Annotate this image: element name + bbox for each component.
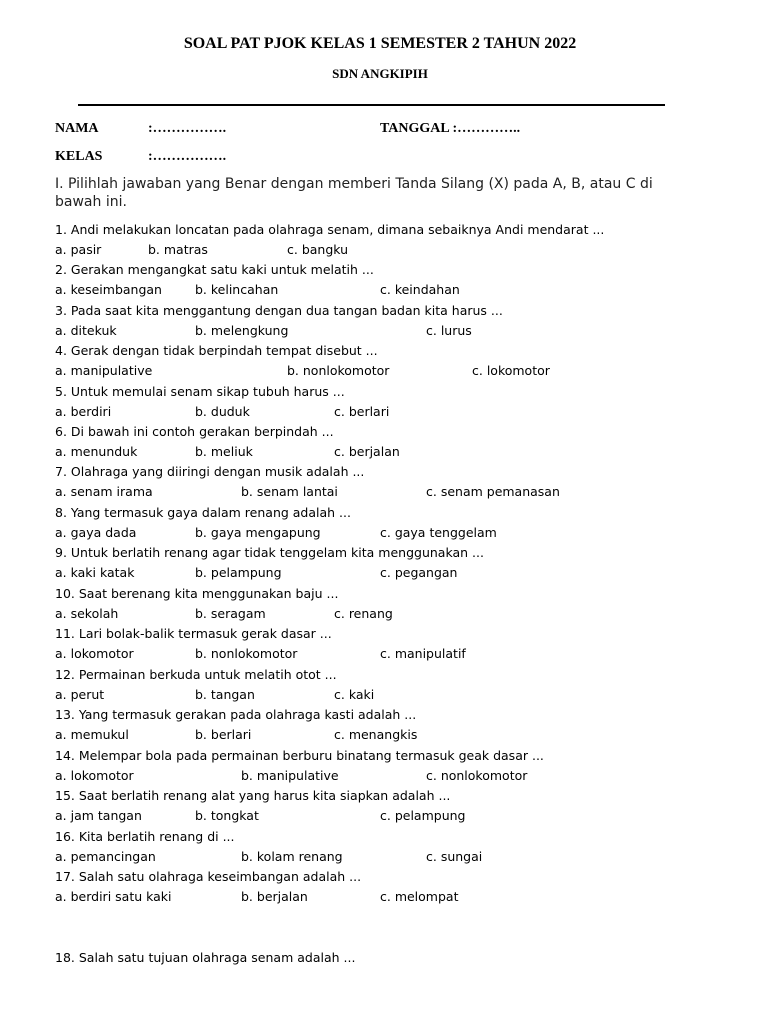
- question-5: 5. Untuk memulai senam sikap tubuh harus ...: [55, 384, 345, 399]
- question-10-option-a[interactable]: a. sekolah: [55, 606, 119, 621]
- question-8: 8. Yang termasuk gaya dalam renang adalah ...: [55, 505, 351, 520]
- question-1: 1. Andi melakukan loncatan pada olahraga senam, dimana sebaiknya Andi mendarat ...: [55, 222, 605, 237]
- question-17-option-b[interactable]: b. berjalan: [241, 889, 308, 904]
- question-2-option-a[interactable]: a. keseimbangan: [55, 282, 162, 297]
- question-15-option-a[interactable]: a. jam tangan: [55, 808, 142, 823]
- question-17-option-c[interactable]: c. melompat: [380, 889, 459, 904]
- question-14-option-c[interactable]: c. nonlokomotor: [426, 768, 528, 783]
- question-10-option-b[interactable]: b. seragam: [195, 606, 266, 621]
- instruction-text: I. Pilihlah jawaban yang Benar dengan memberi Tanda Silang (X) pada A, B, atau C di bawah ini.: [55, 176, 653, 210]
- question-6: 6. Di bawah ini contoh gerakan berpindah ...: [55, 424, 334, 439]
- question-6-option-c[interactable]: c. berjalan: [334, 444, 400, 459]
- question-5-option-c[interactable]: c. berlari: [334, 404, 390, 419]
- question-4-option-b[interactable]: b. nonlokomotor: [287, 363, 390, 378]
- question-7: 7. Olahraga yang diiringi dengan musik adalah ...: [55, 464, 365, 479]
- question-9-option-a[interactable]: a. kaki katak: [55, 565, 135, 580]
- question-14: 14. Melempar bola pada permainan berburu binatang termasuk geak dasar ...: [55, 748, 544, 763]
- question-14-option-a[interactable]: a. lokomotor: [55, 768, 134, 783]
- question-12: 12. Permainan berkuda untuk melatih otot ...: [55, 667, 337, 682]
- question-6-option-b[interactable]: b. meliuk: [195, 444, 253, 459]
- kelas-field[interactable]: :…………….: [148, 149, 227, 164]
- question-3-option-b[interactable]: b. melengkung: [195, 323, 289, 338]
- question-8-option-c[interactable]: c. gaya tenggelam: [380, 525, 497, 540]
- question-4-option-a[interactable]: a. manipulative: [55, 363, 153, 378]
- question-4: 4. Gerak dengan tidak berpindah tempat disebut ...: [55, 343, 378, 358]
- question-16-option-a[interactable]: a. pemancingan: [55, 849, 156, 864]
- question-12-option-c[interactable]: c. kaki: [334, 687, 375, 702]
- question-3-option-c[interactable]: c. lurus: [426, 323, 472, 338]
- question-14-option-b[interactable]: b. manipulative: [241, 768, 339, 783]
- question-15: 15. Saat berlatih renang alat yang harus kita siapkan adalah ...: [55, 788, 451, 803]
- question-13-option-a[interactable]: a. memukul: [55, 727, 129, 742]
- kelas-label: KELAS: [55, 149, 103, 164]
- question-7-option-b[interactable]: b. senam lantai: [241, 484, 338, 499]
- question-10-option-c[interactable]: c. renang: [334, 606, 393, 621]
- exam-title: SOAL PAT PJOK KELAS 1 SEMESTER 2 TAHUN 2022: [183, 35, 577, 52]
- question-1-option-a[interactable]: a. pasir: [55, 242, 102, 257]
- question-13: 13. Yang termasuk gerakan pada olahraga kasti adalah ...: [55, 707, 417, 722]
- question-15-option-c[interactable]: c. pelampung: [380, 808, 466, 823]
- question-17: 17. Salah satu olahraga keseimbangan adalah ...: [55, 869, 362, 884]
- question-16-option-b[interactable]: b. kolam renang: [241, 849, 343, 864]
- question-11-option-a[interactable]: a. lokomotor: [55, 646, 134, 661]
- tanggal-field[interactable]: TANGGAL :…………..: [380, 121, 521, 136]
- nama-field[interactable]: :…………….: [148, 121, 227, 136]
- question-13-option-c[interactable]: c. menangkis: [334, 727, 418, 742]
- school-name: SDN ANGKIPIH: [332, 66, 428, 81]
- question-11-option-b[interactable]: b. nonlokomotor: [195, 646, 298, 661]
- question-5-option-a[interactable]: a. berdiri: [55, 404, 112, 419]
- nama-label: NAMA: [55, 121, 99, 136]
- question-3-option-a[interactable]: a. ditekuk: [55, 323, 117, 338]
- question-1-option-b[interactable]: b. matras: [148, 242, 208, 257]
- question-3: 3. Pada saat kita menggantung dengan dua tangan badan kita harus ...: [55, 303, 503, 318]
- question-16-option-c[interactable]: c. sungai: [426, 849, 483, 864]
- question-12-option-b[interactable]: b. tangan: [195, 687, 255, 702]
- question-11-option-c[interactable]: c. manipulatif: [380, 646, 466, 661]
- question-7-option-c[interactable]: c. senam pemanasan: [426, 484, 560, 499]
- question-9-option-c[interactable]: c. pegangan: [380, 565, 458, 580]
- question-16: 16. Kita berlatih renang di ...: [55, 829, 235, 844]
- question-2: 2. Gerakan mengangkat satu kaki untuk melatih ...: [55, 262, 374, 277]
- question-8-option-a[interactable]: a. gaya dada: [55, 525, 137, 540]
- question-7-option-a[interactable]: a. senam irama: [55, 484, 153, 499]
- question-5-option-b[interactable]: b. duduk: [195, 404, 250, 419]
- question-6-option-a[interactable]: a. menunduk: [55, 444, 138, 459]
- question-18: 18. Salah satu tujuan olahraga senam adalah ...: [55, 950, 356, 965]
- header-divider: [78, 104, 665, 106]
- question-2-option-c[interactable]: c. keindahan: [380, 282, 460, 297]
- question-1-option-c[interactable]: c. bangku: [287, 242, 349, 257]
- question-4-option-c[interactable]: c. lokomotor: [472, 363, 550, 378]
- question-10: 10. Saat berenang kita menggunakan baju ...: [55, 586, 339, 601]
- question-12-option-a[interactable]: a. perut: [55, 687, 105, 702]
- question-8-option-b[interactable]: b. gaya mengapung: [195, 525, 321, 540]
- question-11: 11. Lari bolak-balik termasuk gerak dasar ...: [55, 626, 332, 641]
- question-2-option-b[interactable]: b. kelincahan: [195, 282, 279, 297]
- question-9-option-b[interactable]: b. pelampung: [195, 565, 282, 580]
- question-17-option-a[interactable]: a. berdiri satu kaki: [55, 889, 172, 904]
- question-13-option-b[interactable]: b. berlari: [195, 727, 252, 742]
- question-9: 9. Untuk berlatih renang agar tidak tenggelam kita menggunakan ...: [55, 545, 484, 560]
- question-15-option-b[interactable]: b. tongkat: [195, 808, 259, 823]
